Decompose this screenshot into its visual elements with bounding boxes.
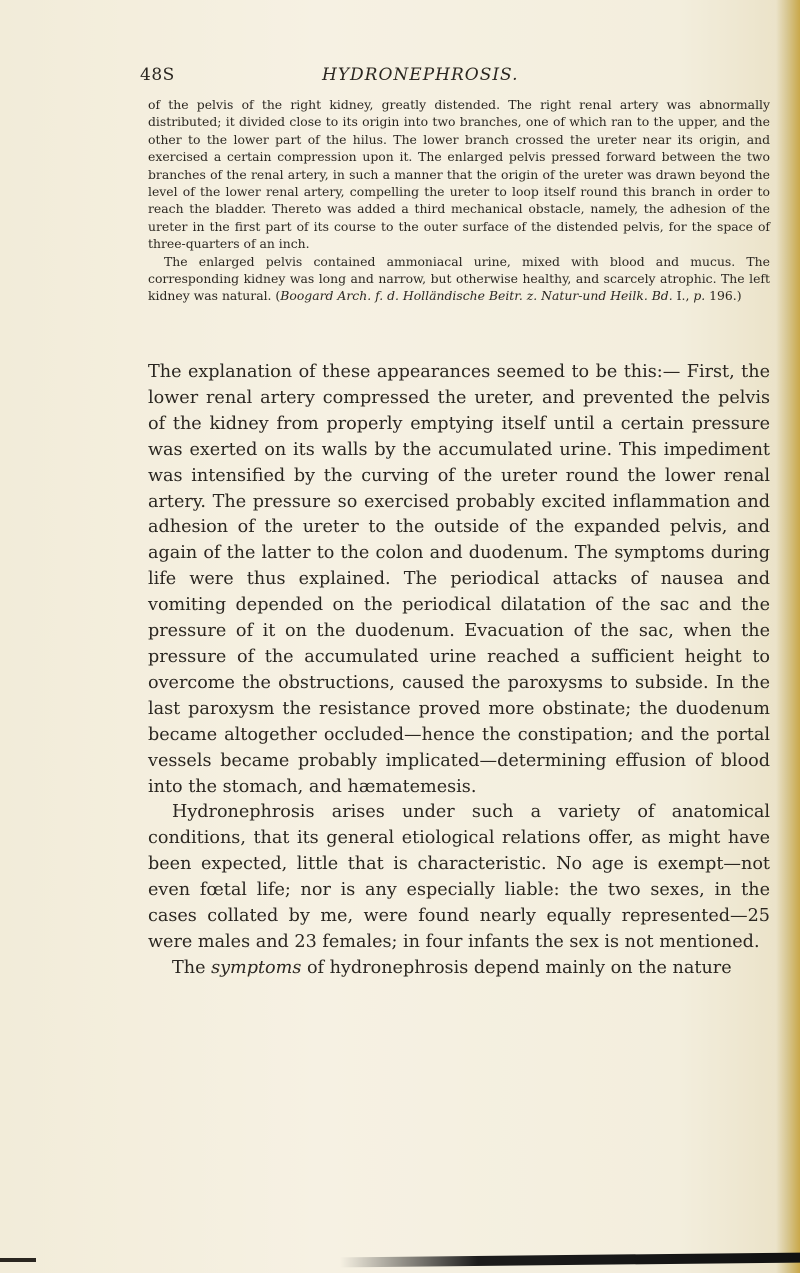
body-paragraph-3-start: The <box>172 957 212 978</box>
bottom-edge-shadow <box>340 1253 800 1268</box>
citation-volume: I., <box>672 288 694 304</box>
citation-page: 196.) <box>705 288 742 304</box>
small-paragraph-2 <box>148 253 770 305</box>
page-number: 48S <box>140 65 175 85</box>
citation-source: Boogard Arch. f. d. Holländische Beitr. z. Natur-und Heilk. Bd. <box>280 288 673 304</box>
symptoms-term: symptoms <box>211 957 302 978</box>
small-print-case-report <box>148 96 770 305</box>
small-paragraph-2-text: The enlarged pelvis contained ammoniacal urine, mixed with blood and mucus. The corresponding kidney was long and narrow, but otherwise healthy, and scarcely atrophic. The left kidney was natural. ( <box>148 253 770 304</box>
body-paragraph-3-rest: of hydronephrosis depend mainly on the nature <box>301 957 732 978</box>
citation-page-abbrev: p. <box>693 288 706 304</box>
page-edge-shadow <box>776 0 800 1273</box>
body-paragraph-2: Hydronephrosis arises under such a variety of anatomical conditions, that its general etiological relations offer, as might have been expected, little that is characteristic. No age is exempt—not even fœtal life; nor is any especially liable: the two sexes, in the cases collated by me, were found nearly equally represented—25 were males and 23 females; in four infants the sex is not mentioned. <box>148 802 770 952</box>
corner-mark <box>0 1258 36 1262</box>
small-paragraph-1: of the pelvis of the right kidney, greatly distended. The right renal artery was abnormally distributed; it divided close to its origin into two branches, one of which ran to the upper, and the other to the lower part of the hilus. The lower branch crossed the ureter near its origin, and exercised a certain compression upon it. The enlarged pelvis pressed forward between the two branches of the renal artery, in such a manner that the origin of the ureter was drawn beyond the level of the lower renal artery, compelling the ureter to loop itself round this branch in order to reach the bladder. Thereto was added a third mechanical obstacle, namely, the adhesion of the ureter in the first part of its course to the outer surface of the distended pelvis, for the space of three-quarters of an inch. <box>148 97 770 252</box>
body-paragraph-1: The explanation of these appearances seemed to be this:— First, the lower renal artery compressed the ureter, and prevented the pelvis of the kidney from properly emptying itself until a certain pressure was exerted on its walls by the accumulated urine. This impediment was intensified by the curving of the ureter round the lower renal artery. The pressure so exercised probably excited inflammation and adhesion of the ureter to the outside of the expanded pelvis, and again of the latter to the colon and duodenum. The symptoms during life were thus explained. The periodical attacks of nausea and vomiting depended on the periodical dilatation of the sac and the pressure of it on the duodenum. Evacuation of the sac, when the pressure of the accumulated urine reached a sufficient height to overcome the obstructions, caused the paroxysms to subside. In the last paroxysm the resistance proved more obstinate; the duodenum became altogether occluded—hence the constipation; and the portal vessels became probably implicated—determining effusion of blood into the stomach, and hæmatemesis. <box>148 362 770 797</box>
body-paragraph-3 <box>148 956 770 982</box>
running-title: HYDRONEPHROSIS. <box>322 65 519 85</box>
main-body-text <box>148 360 770 982</box>
